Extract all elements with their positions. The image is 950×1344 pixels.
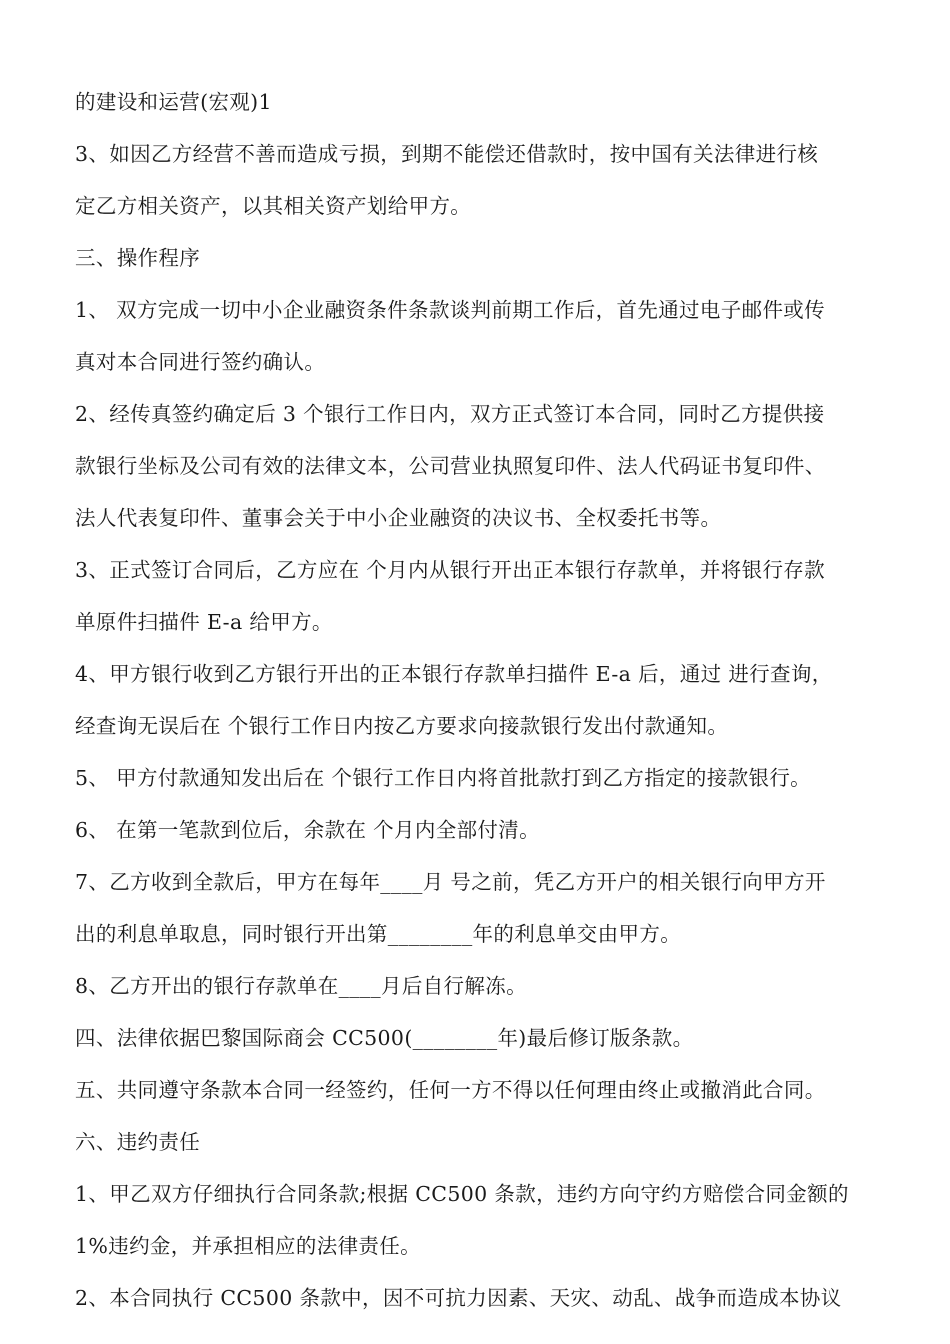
text-line: 定乙方相关资产，以其相关资产划给甲方。 — [75, 194, 472, 218]
text-line: 8、乙方开出的银行存款单在____月后自行解冻。 — [75, 974, 527, 998]
section-heading: 三、操作程序 — [75, 246, 201, 270]
text-line: 的建设和运营(宏观)1 — [75, 90, 272, 114]
text-line: 法人代表复印件、董事会关于中小企业融资的决议书、全权委托书等。 — [75, 506, 722, 530]
text-line: 3、正式签订合同后，乙方应在 个月内从银行开出正本银行存款单，并将银行存款 — [75, 558, 826, 582]
text-line: 1%违约金，并承担相应的法律责任。 — [75, 1234, 421, 1258]
document-page — [75, 82, 885, 1330]
section-heading: 六、违约责任 — [75, 1130, 201, 1154]
text-line: 2、经传真签约确定后 3 个银行工作日内，双方正式签订本合同，同时乙方提供接 — [75, 402, 825, 426]
text-line: 6、 在第一笔款到位后，余款在 个月内全部付清。 — [75, 818, 540, 842]
text-line: 出的利息单取息，同时银行开出第________年的利息单交由甲方。 — [75, 922, 682, 946]
text-line: 单原件扫描件 E-a 给甲方。 — [75, 610, 333, 634]
text-line: 2、本合同执行 CC500 条款中，因不可抗力因素、天灾、动乱、战争而造成本协议 — [75, 1286, 842, 1310]
text-line: 7、乙方收到全款后，甲方在每年____月 号之前，凭乙方开户的相关银行向甲方开 — [75, 870, 826, 894]
text-line: 4、甲方银行收到乙方银行开出的正本银行存款单扫描件 E-a 后，通过 进行查询， — [75, 662, 833, 686]
text-line: 3、如因乙方经营不善而造成亏损，到期不能偿还借款时，按中国有关法律进行核 — [75, 142, 819, 166]
text-line: 1、 双方完成一切中小企业融资条件条款谈判前期工作后，首先通过电子邮件或传 — [75, 298, 826, 322]
section-heading: 四、法律依据巴黎国际商会 CC500(________年)最后修订版条款。 — [75, 1026, 694, 1050]
text-line: 5、 甲方付款通知发出后在 个银行工作日内将首批款打到乙方指定的接款银行。 — [75, 766, 812, 790]
text-line: 款银行坐标及公司有效的法律文本，公司营业执照复印件、法人代码证书复印件、 — [75, 454, 826, 478]
text-line: 经查询无误后在 个银行工作日内按乙方要求向接款银行发出付款通知。 — [75, 714, 729, 738]
section-heading: 五、共同遵守条款本合同一经签约，任何一方不得以任何理由终止或撤消此合同。 — [75, 1078, 826, 1102]
text-line: 1、甲乙双方仔细执行合同条款;根据 CC500 条款，违约方向守约方赔偿合同金额的 — [75, 1182, 849, 1206]
text-line: 真对本合同进行签约确认。 — [75, 350, 326, 374]
